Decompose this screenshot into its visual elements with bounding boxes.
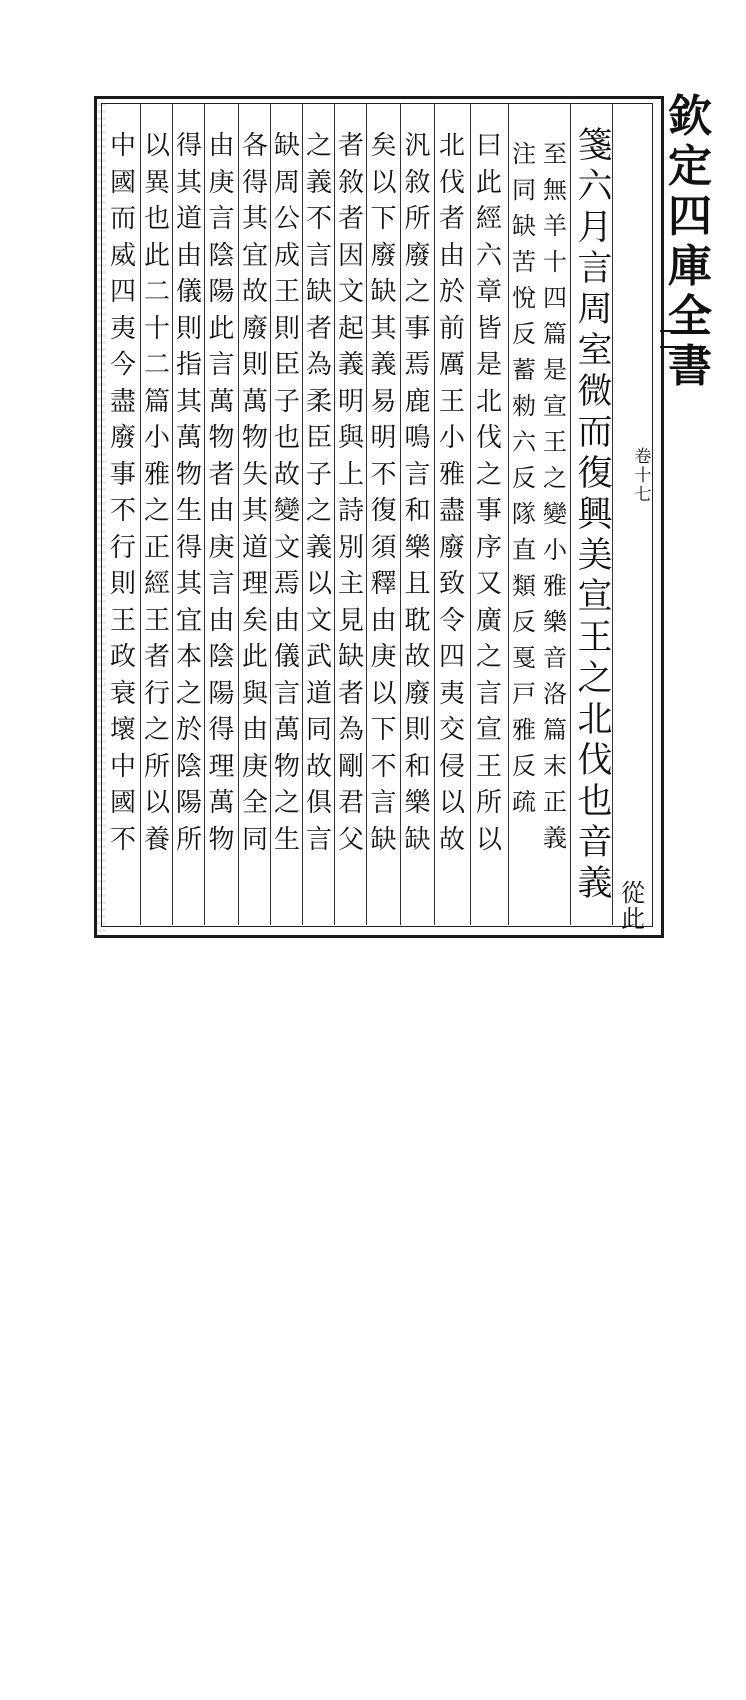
text-column-7: 矣以下廢缺其義易明不復須釋由庚以下不言缺 [370,131,397,855]
text-column-6: 汎敘所廢之事焉鹿鳴言和樂且耽故廢則和樂缺 [404,131,431,855]
text-column-0: 從此 [621,880,645,933]
text-column-11: 各得其宜故廢則萬物失其道理矣此與由庚全同 [241,131,268,855]
text-column-3: 注同缺苦悅反蓄勑六反隊直類反戛戸雅反疏 [512,140,536,816]
text-column-2: 至無羊十四篇是宣王之變小雅樂音洛篇末正義 [543,140,567,852]
text-column-13: 得其道由儀則指其萬物生得其宜本之於陰陽所 [175,131,202,855]
text-column-12: 由庚言陰陽此言萬物者由庚言由陰陽得理萬物 [208,131,235,855]
text-column-9: 之義不言缺者為柔臣子之義以文武道同故俱言 [305,131,332,855]
text-column-1: 箋六月言周室微而復興美宣王之北伐也音義 [577,126,613,904]
juan-number: 卷十七 [634,447,652,505]
text-column-14: 以異也此二十二篇小雅之正經王者行之所以養 [143,131,170,855]
text-column-4: 曰此經六章皆是北伐之事序又廣之言宣王所以 [475,131,502,855]
text-column-5: 北伐者由於前厲王小雅盡廢致令四夷交侵以故 [438,131,465,855]
text-column-10: 缺周公成王則臣子也故變文焉由儀言萬物之生 [273,131,300,855]
text-column-15: 中國而威四夷今盡廢事不行則王政衰壞中國不 [109,131,136,855]
text-column-8: 者敘者因文起義明與上詩別主見缺者為剛君父 [337,131,364,855]
fish-tail-mark [660,330,706,348]
margin-title: 欽定四庫全書 [668,91,712,392]
